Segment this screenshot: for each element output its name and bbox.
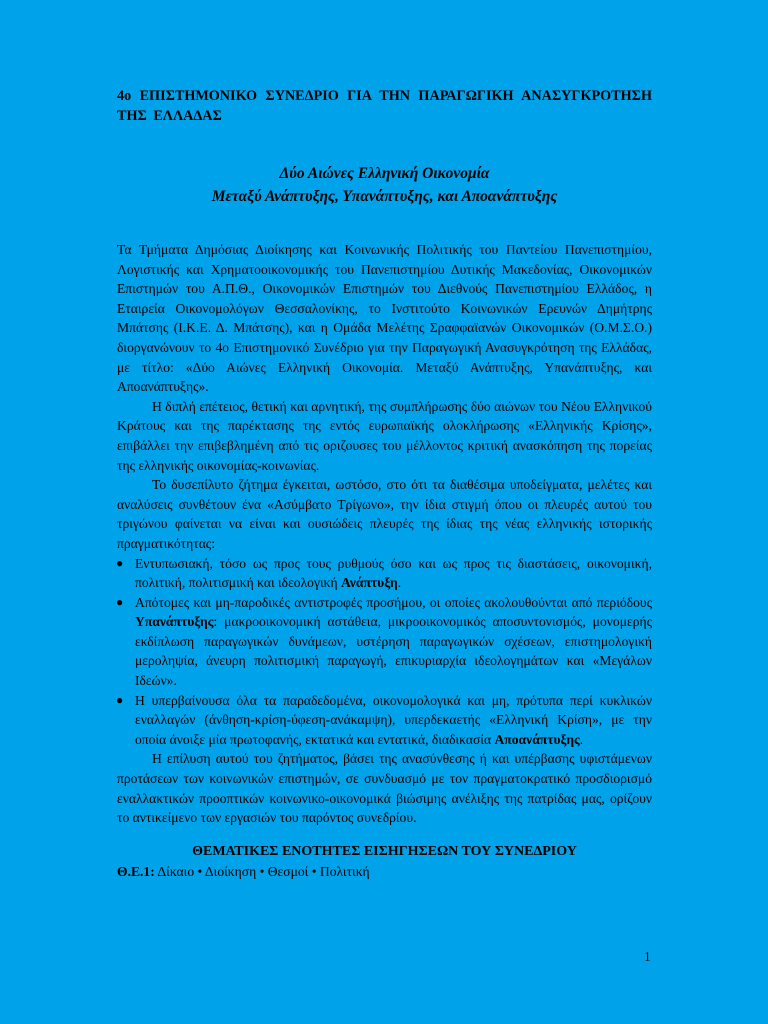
document-title: 4ο ΕΠΙΣΤΗΜΟΝΙΚΟ ΣΥΝΕΔΡΙΟ ΓΙΑ ΤΗΝ ΠΑΡΑΓΩΓΙΚΗ ΑΝΑΣΥΓΚΡΟΤΗΣΗ ΤΗΣ ΕΛΛΑΔΑΣ <box>117 88 652 124</box>
bullet-3-text: Η υπερβαίνουσα όλα τα παραδεδομένα, οικονομολογικά και μη, πρότυπα περί κυκλικών εναλλαγών (άνθηση-κρίση-ύφεση-ανάκαμψη), υπερδεκαετής «Ελληνική Κρίση», με την οποία άνοιξε μία πρωτοφανής, εκτατικά και εντατικά, διαδικασία <box>135 692 652 747</box>
theme-items: Δίκαιο • Διοίκηση • Θεσμοί • Πολιτική <box>157 863 370 879</box>
bullet-icon: ● <box>116 692 124 707</box>
bullet-3-bold: Αποανάπτυξης <box>494 731 580 747</box>
section-title: ΘΕΜΑΤΙΚΕΣ ΕΝΟΤΗΤΕΣ ΕΙΣΗΓΗΣΕΩΝ ΤΟΥ ΣΥΝΕΔΡΙΟΥ <box>192 843 577 859</box>
paragraph-2: Η διπλή επέτειος, θετική και αρνητική, της συμπλήρωσης δύο αιώνων του Νέου Ελληνικού Κράτους και της παρέκτασης της εντός ευρωπαϊκής ολοκλήρωσης «Ελληνικής Κρίσης», επιβάλλει την επιβεβλημένη από τις οριζουσες του μέλλοντος κριτική ανασκόπηση της πορείας της ελληνικής οικονομίας-κοινωνίας. <box>117 398 652 473</box>
paragraph-3: Το δυσεπίλυτο ζήτημα έγκειται, ωστόσο, στο ότι τα διαθέσιμα υποδείγματα, μελέτες και αναλύσεις συνθέτουν ένα «Ασύμβατο Τρίγωνο», την ίδια στιγμή όπου οι πλευρές αυτού του τριγώνου φαίνεται να είναι και ουσιώδεις πλευρές της ίδιας της νέας ελληνικής ιστορικής πραγματικότητας: <box>117 477 652 551</box>
bullet-1-text: Εντυπωσιακή, τόσο ως προς τους ρυθμούς όσο και ως προς τις διαστάσεις, οικονομική, πολιτική, πολιτισμική και ιδεολογική <box>135 555 652 591</box>
document-subtitle <box>117 162 652 208</box>
subtitle-line-2: Μεταξύ Ανάπτυξης, Υπανάπτυξης, και Αποανάπτυξης <box>211 188 558 205</box>
theme-line-1 <box>117 862 652 881</box>
theme-code: Θ.Ε.1: <box>117 863 155 879</box>
subtitle-line-1: Δύο Αιώνες Ελληνική Οικονομία <box>279 165 490 182</box>
bullet-3-end: . <box>579 731 584 747</box>
bullet-2-bold: Υπανάπτυξης <box>135 614 214 630</box>
bullet-list <box>117 554 652 750</box>
bullet-2-text-a: Απότομες και μη-παροδικές αντιστροφές προσήμου, οι οποίες ακολουθούνται από περιόδους <box>135 594 652 610</box>
page-number: 1 <box>644 949 651 964</box>
bullet-item-3 <box>117 691 652 750</box>
bullet-icon: ● <box>116 555 124 570</box>
paragraph-4: Η επίλυση αυτού του ζητήματος, βάσει της ανασύνθεσης ή και υπέρβασης υφιστάμενων προτάσεων των κοινωνικών επιστημών, σε συνδυασμό με τον πραγματοκρατικό προσδιορισμό εναλλακτικών προοπτικών κοινωνικο-οικονομικά βιώσιμης ανέλιξης της πατρίδας μας, ορίζουν το αντικείμενο των εργασιών του παρόντος συνεδρίου. <box>117 751 652 826</box>
bullet-2-text-b: : μακροοικονομική αστάθεια, μικροοικονομικός αποσυντονισμός, μονομερής εκδίπλωση παραγωγικών δυνάμεων, υστέρηση παραγωγικών σχέσεων, επιστημολογική μεροληψία, άνευρη πολιτισμική παραγωγή, επικυριαρχία ιδεολογημάτων και «Μεγάλων Ιδεών». <box>135 614 652 689</box>
bullet-icon: ● <box>116 594 124 609</box>
document-page <box>117 86 652 881</box>
paragraph-1: Τα Τμήματα Δημόσιας Διοίκησης και Κοινωνικής Πολιτικής του Παντείου Πανεπιστημίου, Λογιστικής και Χρηματοοικονομικής του Πανεπιστημίου Δυτικής Μακεδονίας, Οικονομικών Επιστημών του Α.Π.Θ., Οικονομικών Επιστημών του Διεθνούς Πανεπιστημίου Ελλάδος, η Εταιρεία Οικονομολόγων Θεσσαλονίκης, το Ινστιτούτο Κοινωνικών Ερευνών Δημήτρης Μπάτσης (Ι.Κ.Ε. Δ. Μπάτσης), και η Ομάδα Μελέτης Σραφφαϊανών Οικονομικών (Ο.Μ.Σ.Ο.) διοργανώνουν το 4ο Επιστημονικό Συνέδριο για την Παραγωγική Ανασυγκρότηση της Ελλάδας, με τίτλο: «Δύο Αιώνες Ελληνική Οικονομία. Μεταξύ Ανάπτυξης, Υπανάπτυξης, και Αποανάπτυξης». <box>117 242 652 395</box>
bullet-1-end: . <box>397 575 402 591</box>
document-body <box>117 240 652 881</box>
bullet-1-bold: Ανάπτυξη <box>341 575 398 591</box>
bullet-item-2 <box>117 593 652 691</box>
bullet-item-1 <box>117 554 652 593</box>
